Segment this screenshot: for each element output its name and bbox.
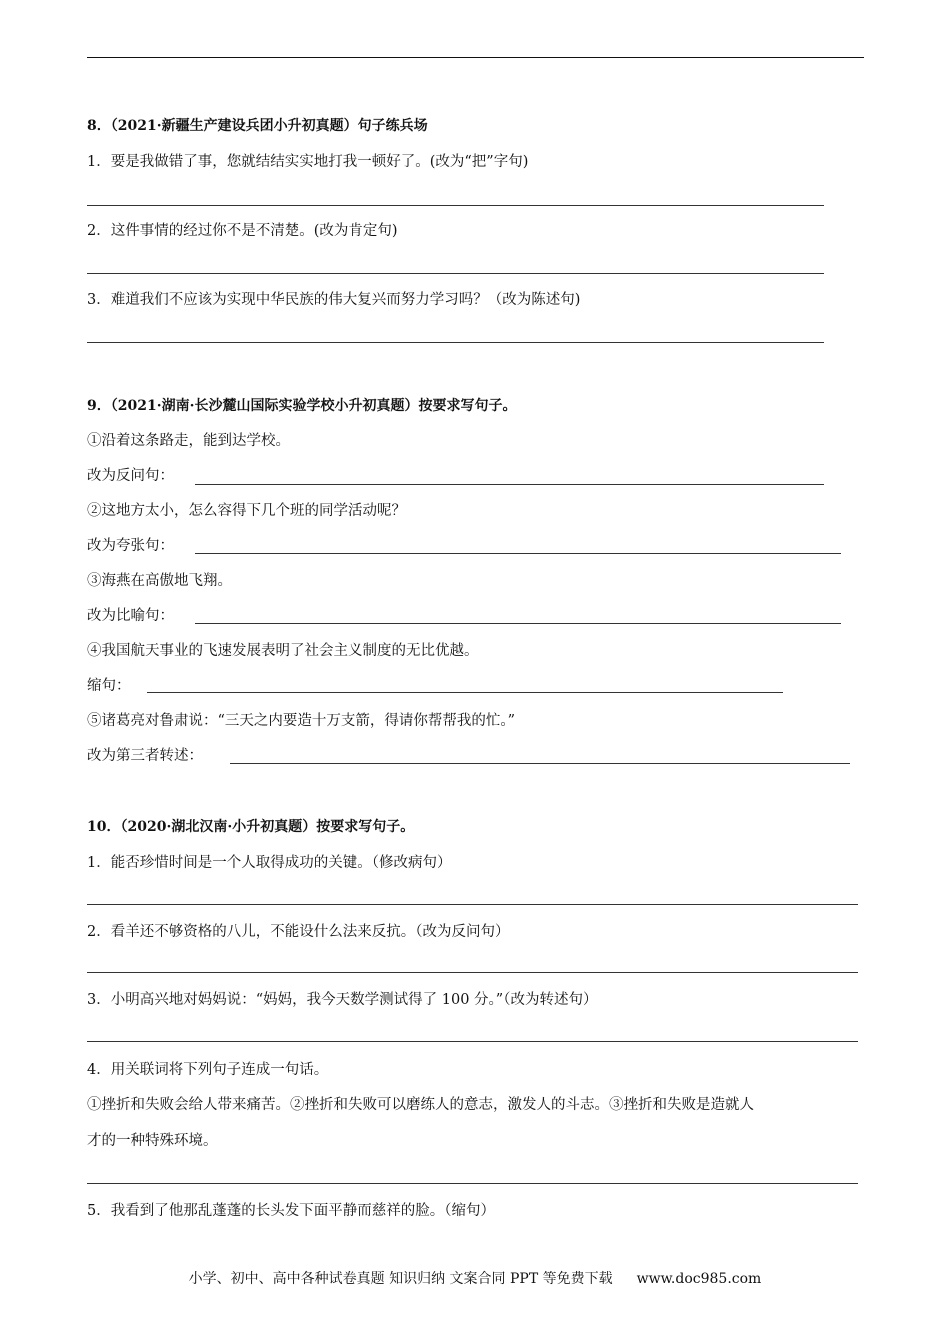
q9-heading: 9．（2021·湖南·长沙麓山国际实验学校小升初真题）按要求写句子。 bbox=[87, 398, 517, 414]
q10-item-5: 5．我看到了他那乱蓬蓬的长头发下面平静而慈祥的脸。（缩句） bbox=[87, 1203, 495, 1219]
header-rule bbox=[87, 57, 864, 58]
footer-url[interactable]: www.doc985.com bbox=[636, 1271, 762, 1287]
q8-item-1: 1．要是我做错了事，您就结结实实地打我一顿好了。(改为“把”字句) bbox=[87, 154, 529, 170]
q10-item-4: 4．用关联词将下列句子连成一句话。 bbox=[87, 1062, 329, 1078]
q10-item-1: 1．能否珍惜时间是一个人取得成功的关键。（修改病句） bbox=[87, 855, 452, 871]
q10-answer-line-4[interactable] bbox=[87, 1183, 858, 1184]
q9-prompt-1: 改为反问句： bbox=[87, 468, 174, 484]
q10-item-4-sentences-cont: 才的一种特殊环境。 bbox=[87, 1133, 218, 1149]
q8-heading: 8．（2021·新疆生产建设兵团小升初真题）句子练兵场 bbox=[87, 118, 428, 134]
q9-prompt-4: 缩句： bbox=[87, 678, 131, 694]
q8-answer-line-1[interactable] bbox=[87, 205, 824, 206]
q10-answer-line-1[interactable] bbox=[87, 904, 858, 905]
q8-answer-line-2[interactable] bbox=[87, 273, 824, 274]
q9-answer-line-2[interactable] bbox=[195, 553, 841, 554]
q10-answer-line-3[interactable] bbox=[87, 1041, 858, 1042]
q9-sentence-2: ②这地方太小，怎么容得下几个班的同学活动呢？ bbox=[87, 503, 406, 519]
q8-item-3: 3．难道我们不应该为实现中华民族的伟大复兴而努力学习吗？（改为陈述句) bbox=[87, 292, 581, 308]
q9-answer-line-4[interactable] bbox=[147, 692, 783, 693]
q9-sentence-3: ③海燕在高傲地飞翔。 bbox=[87, 573, 232, 589]
q9-answer-line-5[interactable] bbox=[230, 763, 850, 764]
q10-item-4-sentences: ①挫折和失败会给人带来痛苦。②挫折和失败可以磨练人的意志，激发人的斗志。③挫折和失败是造就人 bbox=[87, 1097, 754, 1113]
q10-answer-line-2[interactable] bbox=[87, 972, 858, 973]
q9-prompt-2: 改为夸张句： bbox=[87, 538, 174, 554]
q9-sentence-4: ④我国航天事业的飞速发展表明了社会主义制度的无比优越。 bbox=[87, 643, 479, 659]
q9-answer-line-3[interactable] bbox=[195, 623, 841, 624]
q9-sentence-1: ①沿着这条路走，能到达学校。 bbox=[87, 433, 290, 449]
q10-item-3: 3．小明高兴地对妈妈说：“妈妈，我今天数学测试得了 100 分。”（改为转述句） bbox=[87, 992, 598, 1008]
footer-text: 小学、初中、高中各种试卷真题 知识归纳 文案合同 PPT 等免费下载 bbox=[188, 1271, 613, 1287]
q8-answer-line-3[interactable] bbox=[87, 342, 824, 343]
footer bbox=[0, 1268, 950, 1288]
q10-heading: 10．（2020·湖北汉南·小升初真题）按要求写句子。 bbox=[87, 819, 415, 835]
q9-sentence-5: ⑤诸葛亮对鲁肃说：“三天之内要造十万支箭，得请你帮帮我的忙。” bbox=[87, 713, 516, 729]
q9-answer-line-1[interactable] bbox=[195, 484, 824, 485]
q9-prompt-5: 改为第三者转述： bbox=[87, 748, 203, 764]
q10-item-2: 2．看羊还不够资格的八儿，不能设什么法来反抗。（改为反问句） bbox=[87, 924, 510, 940]
q9-prompt-3: 改为比喻句： bbox=[87, 608, 174, 624]
q8-item-2: 2．这件事情的经过你不是不清楚。(改为肯定句) bbox=[87, 223, 398, 239]
